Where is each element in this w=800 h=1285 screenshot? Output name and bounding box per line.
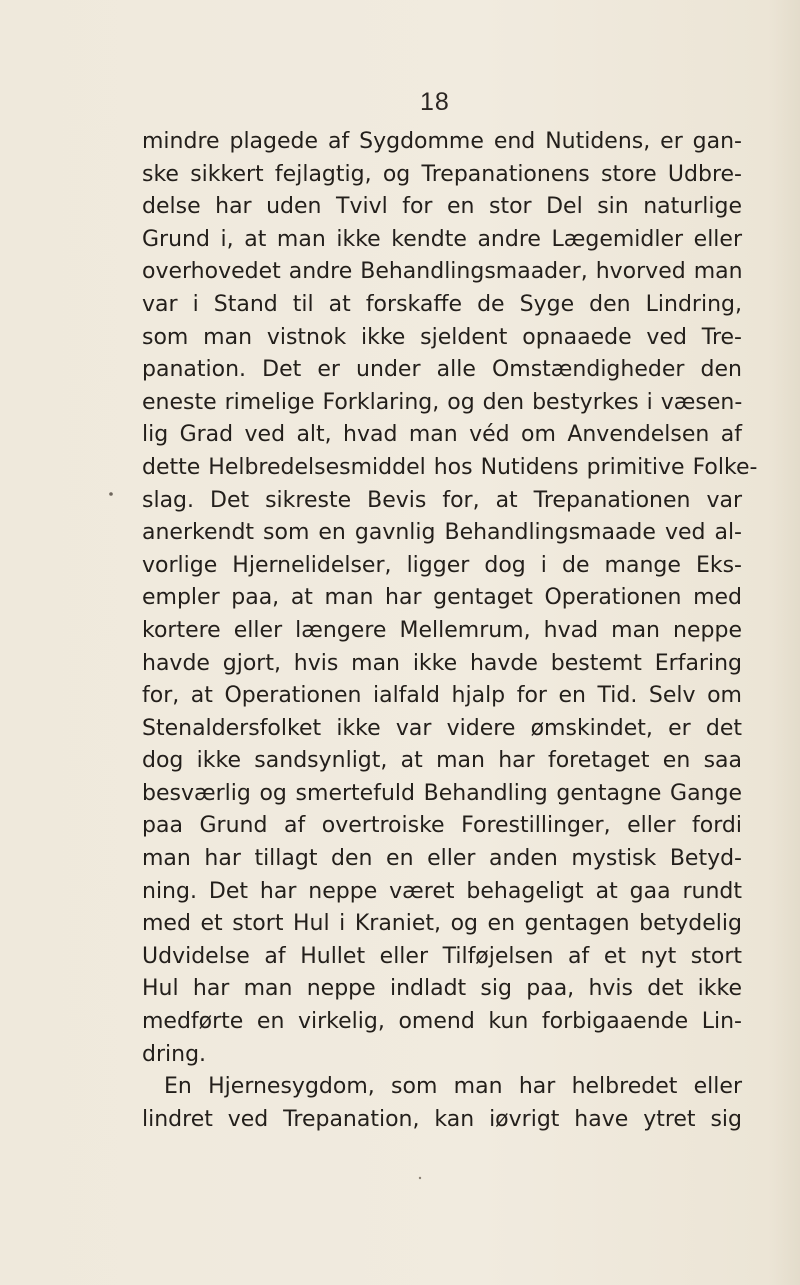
text-line: eneste rimelige Forklaring, og den bestyrkes i væsen- [142,389,743,415]
text-line: ning. Det har neppe været behageligt at gaa rundt [142,878,742,904]
text-line: delse har uden Tvivl for en stor Del sin naturlige [142,194,742,220]
text-line: lig Grad ved alt, hvad man véd om Anvendelsen af [142,422,742,448]
text-line: med et stort Hul i Kraniet, og en gentagen betydelig [142,911,742,937]
text-line: Udvidelse af Hullet eller Tilføjelsen af et nyt stort [142,943,742,969]
text-line: dette Helbredelsesmiddel hos Nutidens primitive Folke- [142,454,758,480]
body-text [142,126,758,1136]
paper-speck [109,492,113,496]
text-line: anerkendt som en gavnlig Behandlingsmaade ved al- [142,520,742,546]
page-number: 18 [420,88,450,116]
text-line: ske sikkert fejlagtig, og Trepanationens store Udbre- [142,161,742,187]
text-line: slag. Det sikreste Bevis for, at Trepanationen var [142,487,742,513]
text-line: kortere eller længere Mellemrum, hvad man neppe [142,617,742,643]
text-line: man har tillagt den en eller anden mystisk Betyd- [142,846,742,872]
text-line: En Hjernesygdom, som man har helbredet eller [164,1074,742,1100]
text-line: vorlige Hjernelidelser, ligger dog i de mange Eks- [142,552,742,578]
text-line: empler paa, at man har gentaget Operationen med [142,585,742,611]
text-line: for, at Operationen ialfald hjalp for en Tid. Selv om [142,683,742,709]
paper-speck [419,1177,421,1179]
text-line: overhovedet andre Behandlingsmaader, hvorved man [142,259,743,285]
text-line: havde gjort, hvis man ikke havde bestemt Erfaring [142,650,742,676]
text-line: Grund i, at man ikke kendte andre Lægemidler eller [142,226,742,252]
text-line: som man vistnok ikke sjeldent opnaaede ved Tre- [142,324,742,350]
text-line: var i Stand til at forskaffe de Syge den Lindring, [142,291,742,317]
text-line: Hul har man neppe indladt sig paa, hvis det ikke [142,976,742,1002]
text-line: lindret ved Trepanation, kan iøvrigt have ytret sig [142,1106,742,1132]
text-line: dog ikke sandsynligt, at man har foretaget en saa [142,748,742,774]
text-line: mindre plagede af Sygdomme end Nutidens, er gan- [142,129,742,154]
text-line: besværlig og smertefuld Behandling gentagne Gange [142,780,742,806]
text-line: paa Grund af overtroiske Forestillinger, eller fordi [142,813,742,839]
text-line: panation. Det er under alle Omstændigheder den [142,357,742,383]
text-line: dring. [142,1041,207,1067]
text-line: medførte en virkelig, omend kun forbigaaende Lin- [142,1009,742,1035]
text-line: Stenaldersfolket ikke var videre ømskindet, er det [142,715,742,741]
